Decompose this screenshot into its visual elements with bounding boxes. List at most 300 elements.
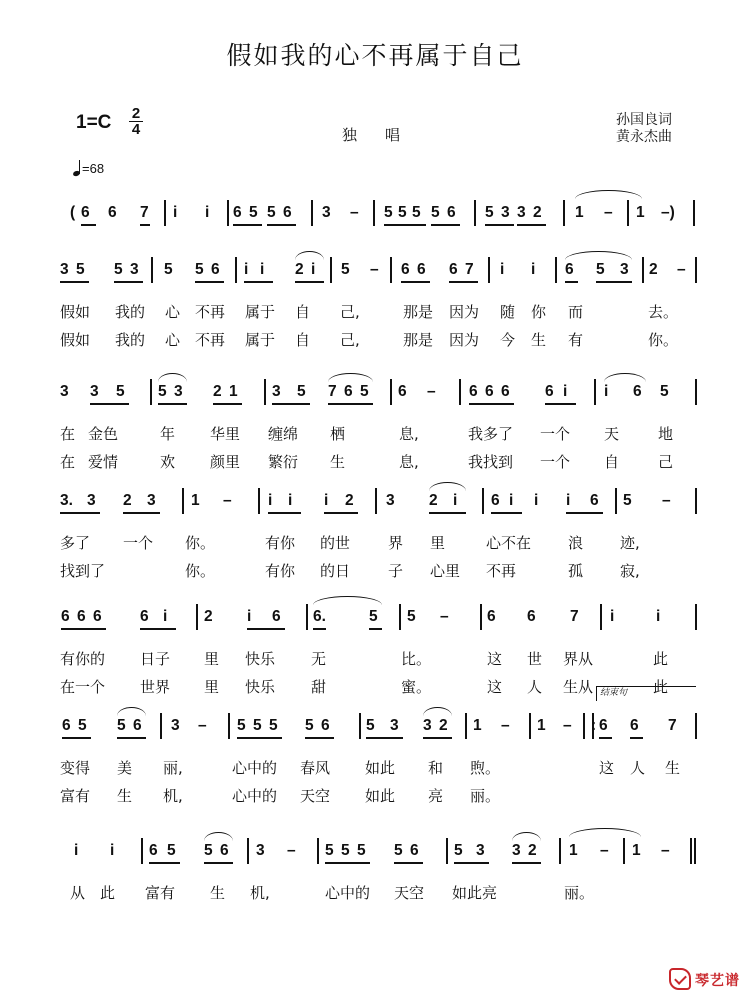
lyric-verse-2: 你。 <box>648 331 679 349</box>
lyric-verse-1: 界 <box>388 534 404 552</box>
lyric-verse-1: 富有 <box>145 884 176 902</box>
beam <box>140 628 176 630</box>
note: 5 <box>325 842 334 859</box>
beam <box>267 224 296 226</box>
lyric-verse-1: 无 <box>311 650 327 668</box>
lyric-verse-1: 不再 <box>195 303 226 321</box>
lyric-verse-1: 华里 <box>210 425 241 443</box>
lyric-verse-1: 从 <box>70 884 86 902</box>
lyric-verse-2: 有 <box>568 331 584 349</box>
barline <box>627 200 629 226</box>
note: 3 <box>272 383 281 400</box>
note: 2 <box>123 492 132 509</box>
note: – <box>600 842 609 859</box>
lyric-verse-1: 迹, <box>620 534 640 552</box>
lyric-verse-2: 甜 <box>311 678 327 696</box>
note: 1 <box>632 842 641 859</box>
note: 1 <box>191 492 200 509</box>
lyric-verse-1: 地 <box>658 425 674 443</box>
lyric-verse-2: 颜里 <box>210 453 241 471</box>
note: 3 <box>147 492 156 509</box>
note: 5 <box>267 204 276 221</box>
beam <box>244 281 273 283</box>
beam <box>149 862 180 864</box>
note: 6 <box>233 204 242 221</box>
lyric-verse-2: 天空 <box>300 787 331 805</box>
barline <box>150 379 152 405</box>
note: i <box>604 383 609 400</box>
note: 3 <box>512 842 521 859</box>
barline <box>141 838 143 864</box>
note: i <box>268 492 273 509</box>
barline <box>695 488 697 514</box>
lyric-verse-2: 爱情 <box>88 453 119 471</box>
beam <box>366 737 403 739</box>
lyric-verse-1: 机, <box>250 884 270 902</box>
beam <box>195 281 224 283</box>
beam <box>123 512 160 514</box>
lyric-verse-1: 的世 <box>320 534 351 552</box>
note: – <box>661 842 670 859</box>
beam <box>431 224 460 226</box>
note: – <box>677 261 686 278</box>
barline <box>317 838 319 864</box>
barline <box>264 379 266 405</box>
note: – <box>287 842 296 859</box>
lyric-verse-1: 里 <box>430 534 446 552</box>
beam <box>599 737 612 739</box>
lyric-verse-2: 我找到 <box>468 453 514 471</box>
lyric-verse-2: 生 <box>117 787 133 805</box>
lyric-verse-1: 假如 <box>60 303 91 321</box>
lyric-verse-1: 在 <box>60 425 76 443</box>
lyric-verse-1: 浪 <box>568 534 584 552</box>
note: 6 <box>599 717 608 734</box>
lyric-verse-2: 富有 <box>60 787 91 805</box>
lyric-verse-1: 日子 <box>140 650 171 668</box>
note: 6 <box>140 608 149 625</box>
beam <box>272 403 310 405</box>
beam <box>295 281 324 283</box>
note: 3 <box>501 204 510 221</box>
barline <box>694 838 696 864</box>
note: 7 <box>570 608 579 625</box>
barline <box>330 257 332 283</box>
beam <box>630 737 643 739</box>
barline <box>196 604 198 630</box>
lyric-verse-1: 丽, <box>163 759 183 777</box>
lyric-verse-2: 因为 <box>449 331 480 349</box>
score-line <box>0 713 750 843</box>
beam <box>324 512 358 514</box>
note: 6 <box>447 204 456 221</box>
lyric-verse-2: 一个 <box>540 453 571 471</box>
note: 6 <box>491 492 500 509</box>
lyric-verse-1: 而 <box>568 303 584 321</box>
note: : <box>591 717 597 734</box>
note: 5 <box>341 842 350 859</box>
note: 5 <box>431 204 440 221</box>
beam <box>369 628 382 630</box>
beam <box>491 512 522 514</box>
note: 5 <box>394 842 403 859</box>
note: – <box>198 717 207 734</box>
note: 2 <box>439 717 448 734</box>
barline <box>227 200 229 226</box>
lyric-verse-1: 界从 <box>563 650 594 668</box>
note: i <box>453 492 458 509</box>
lyric-verse-2: 子 <box>388 562 404 580</box>
lyric-verse-1: 心不在 <box>486 534 532 552</box>
lyric-verse-2: 孤 <box>568 562 584 580</box>
note: 3 <box>423 717 432 734</box>
lyric-verse-2: 快乐 <box>245 678 276 696</box>
barline <box>151 257 153 283</box>
barline <box>459 379 461 405</box>
beam <box>90 403 129 405</box>
note: 2 <box>649 261 658 278</box>
beam <box>449 281 478 283</box>
lyric-verse-1: 快乐 <box>245 650 276 668</box>
beam <box>512 862 541 864</box>
lyric-verse-1: 人 <box>630 759 646 777</box>
lyric-verse-2: 心里 <box>430 562 461 580</box>
lyric-verse-2: 生从 <box>563 678 594 696</box>
note: 3 <box>620 261 629 278</box>
lyric-verse-2: 丽。 <box>470 787 501 805</box>
lyric-verse-1: 栖 <box>330 425 346 443</box>
barline <box>258 488 260 514</box>
note: i <box>656 608 661 625</box>
lyric-verse-2: 不再 <box>486 562 517 580</box>
lyric-verse-2: 息, <box>399 453 419 471</box>
note: 2 <box>204 608 213 625</box>
note: 6 <box>469 383 478 400</box>
lyric-verse-2: 人 <box>527 678 543 696</box>
note: 5 <box>623 492 632 509</box>
barline <box>488 257 490 283</box>
note: 6 <box>108 204 117 221</box>
note: 5 <box>384 204 393 221</box>
note: 3 <box>322 204 331 221</box>
barline <box>306 604 308 630</box>
barline <box>247 838 249 864</box>
barline <box>615 488 617 514</box>
note: 5 <box>158 383 167 400</box>
note: 6 <box>485 383 494 400</box>
note: 5 <box>167 842 176 859</box>
note: 5 <box>366 717 375 734</box>
lyric-verse-1: 因为 <box>449 303 480 321</box>
credits <box>616 112 672 146</box>
lyric-verse-2: 心中的 <box>232 787 278 805</box>
beam <box>401 281 430 283</box>
note: 7 <box>668 717 677 734</box>
watermark <box>669 968 740 990</box>
lyric-verse-1: 天 <box>604 425 620 443</box>
lyric-verse-2: 今 <box>500 331 516 349</box>
note: 6 <box>93 608 102 625</box>
note: – <box>501 717 510 734</box>
note: – <box>370 261 379 278</box>
note: 5 <box>78 717 87 734</box>
lyric-verse-1: 生 <box>665 759 681 777</box>
lyric-verse-2: 欢 <box>160 453 176 471</box>
note: 1 <box>575 204 584 221</box>
lyric-verse-2: 有你 <box>265 562 296 580</box>
lyric-verse-1: 春风 <box>300 759 331 777</box>
lyric-verse-1: 这 <box>599 759 615 777</box>
composer: 黄永杰曲 <box>616 129 672 145</box>
barline <box>474 200 476 226</box>
barline <box>529 713 531 739</box>
beam <box>60 512 100 514</box>
note: 6 <box>62 717 71 734</box>
note: 3 <box>390 717 399 734</box>
time-signature-top: 2 <box>131 105 141 122</box>
note: 5 <box>357 842 366 859</box>
note: 6 <box>527 608 536 625</box>
note: 5 <box>117 717 126 734</box>
time-signature-bottom: 4 <box>131 121 141 138</box>
beam <box>114 281 143 283</box>
lyric-verse-1: 世 <box>527 650 543 668</box>
note: 3 <box>171 717 180 734</box>
note: i <box>509 492 514 509</box>
beam <box>517 224 546 226</box>
key-signature: 1=C <box>76 112 112 133</box>
note: 5 <box>253 717 262 734</box>
lyric-verse-2: 亮 <box>428 787 444 805</box>
ending-label: 结束句 <box>596 686 696 701</box>
barline <box>311 200 313 226</box>
note: 1 <box>473 717 482 734</box>
lyric-verse-2: 自 <box>604 453 620 471</box>
note: 5 <box>164 261 173 278</box>
lyric-verse-2: 假如 <box>60 331 91 349</box>
lyric-verse-2: 那是 <box>403 331 434 349</box>
beam <box>423 737 452 739</box>
lyric-verse-1: 我多了 <box>468 425 514 443</box>
lyric-verse-1: 你。 <box>185 534 216 552</box>
note: 2 <box>345 492 354 509</box>
lyric-verse-1: 心中的 <box>325 884 371 902</box>
beam <box>60 281 89 283</box>
barline <box>555 257 557 283</box>
note: 7 <box>465 261 474 278</box>
lyric-verse-1: 变得 <box>60 759 91 777</box>
note: 6 <box>630 717 639 734</box>
lyric-verse-1: 那是 <box>403 303 434 321</box>
beam <box>268 512 301 514</box>
lyric-verse-2: 世界 <box>140 678 171 696</box>
beam <box>117 737 146 739</box>
barline <box>160 713 162 739</box>
note: 5 <box>360 383 369 400</box>
note: 6 <box>449 261 458 278</box>
lyric-verse-1: 如此亮 <box>452 884 498 902</box>
note: i <box>244 261 249 278</box>
lyric-verse-2: 蜜。 <box>401 678 432 696</box>
note: – <box>604 204 613 221</box>
watermark-text: 琴艺谱 <box>695 973 740 989</box>
lyric-verse-1: 随 <box>500 303 516 321</box>
note: 6 <box>501 383 510 400</box>
lyric-verse-2: 繁衍 <box>268 453 299 471</box>
lyric-verse-2: 属于 <box>245 331 276 349</box>
note: 5 <box>398 204 407 221</box>
lyric-verse-2: 机, <box>163 787 183 805</box>
beam <box>341 862 370 864</box>
beam <box>61 628 106 630</box>
note: 5 <box>407 608 416 625</box>
lyric-verse-1: 煦。 <box>470 759 501 777</box>
note: 5 <box>116 383 125 400</box>
note: 3 <box>476 842 485 859</box>
score-line <box>0 488 750 618</box>
note: 5 <box>341 261 350 278</box>
lyric-verse-2: 在 <box>60 453 76 471</box>
lyric-verse-1: 和 <box>428 759 444 777</box>
beam <box>140 224 150 226</box>
lyric-verse-1: 里 <box>204 650 220 668</box>
note: 3 <box>87 492 96 509</box>
note: i <box>110 842 115 859</box>
beam <box>62 737 91 739</box>
note: 6 <box>133 717 142 734</box>
lyric-verse-2: 己 <box>658 453 674 471</box>
barline <box>695 713 697 739</box>
barline <box>642 257 644 283</box>
lyric-verse-1: 我的 <box>115 303 146 321</box>
tempo-marking <box>73 160 104 176</box>
note: 5 <box>269 717 278 734</box>
note: 6 <box>344 383 353 400</box>
note: 2 <box>429 492 438 509</box>
beam <box>429 512 466 514</box>
note: i <box>610 608 615 625</box>
barline <box>390 257 392 283</box>
note: i <box>534 492 539 509</box>
note: i <box>205 204 210 221</box>
barline <box>228 713 230 739</box>
lyric-verse-1: 有你 <box>265 534 296 552</box>
lyric-verse-1: 一个 <box>540 425 571 443</box>
note: 1 <box>229 383 238 400</box>
note: i <box>260 261 265 278</box>
note: i <box>531 261 536 278</box>
note: 6 <box>565 261 574 278</box>
note: – <box>223 492 232 509</box>
lyric-verse-1: 丽。 <box>564 884 595 902</box>
barline <box>182 488 184 514</box>
note: i <box>311 261 316 278</box>
note: 5 <box>485 204 494 221</box>
note: 3 <box>60 383 69 400</box>
note: 6 <box>211 261 220 278</box>
time-signature <box>129 107 143 136</box>
lyric-verse-1: 你 <box>531 303 547 321</box>
lyric-verse-1: 如此 <box>365 759 396 777</box>
beam <box>566 512 603 514</box>
note: i <box>324 492 329 509</box>
barline <box>359 713 361 739</box>
note: i <box>563 383 568 400</box>
beam <box>454 862 489 864</box>
lyric-verse-1: 此 <box>100 884 116 902</box>
barline <box>482 488 484 514</box>
beam <box>545 403 576 405</box>
lyric-verse-1: 一个 <box>123 534 154 552</box>
lyric-verse-2: 的日 <box>320 562 351 580</box>
note: 5 <box>114 261 123 278</box>
barline <box>465 713 467 739</box>
performance-type: 独唱 <box>342 126 429 144</box>
note: 6 <box>487 608 496 625</box>
note: 6 <box>417 261 426 278</box>
note: 3 <box>256 842 265 859</box>
tie-slur <box>575 190 642 199</box>
lyricist: 孙国良词 <box>616 112 672 128</box>
barline <box>695 379 697 405</box>
lyric-verse-1: 金色 <box>88 425 119 443</box>
beam <box>213 403 242 405</box>
barline <box>390 379 392 405</box>
note: 6 <box>272 608 281 625</box>
barline <box>164 200 166 226</box>
note: i <box>566 492 571 509</box>
barline <box>563 200 565 226</box>
lyric-verse-1: 这 <box>487 650 503 668</box>
note: 3 <box>130 261 139 278</box>
barline <box>583 713 585 739</box>
lyric-verse-1: 属于 <box>245 303 276 321</box>
beam <box>596 281 632 283</box>
barline <box>235 257 237 283</box>
note: 2 <box>533 204 542 221</box>
note: 6 <box>220 842 229 859</box>
note: 6 <box>401 261 410 278</box>
note: 5 <box>237 717 246 734</box>
note: 6 <box>61 608 70 625</box>
lyric-verse-1: 天空 <box>394 884 425 902</box>
note: 6 <box>321 717 330 734</box>
note: 7 <box>328 383 337 400</box>
note: i <box>500 261 505 278</box>
note: i <box>74 842 79 859</box>
note: 5 <box>305 717 314 734</box>
beam <box>485 224 514 226</box>
lyric-verse-2: 生 <box>531 331 547 349</box>
note: 3 <box>60 261 69 278</box>
note: 6 <box>77 608 86 625</box>
lyric-verse-1: 心中的 <box>232 759 278 777</box>
barline <box>373 200 375 226</box>
score-line <box>0 257 750 387</box>
note: i <box>173 204 178 221</box>
barline <box>594 379 596 405</box>
barline <box>690 838 692 864</box>
beam <box>158 403 187 405</box>
note: 1 <box>636 204 645 221</box>
lyric-verse-1: 心 <box>165 303 181 321</box>
note: 6 <box>149 842 158 859</box>
beam <box>81 224 96 226</box>
note: 3 <box>517 204 526 221</box>
lyric-verse-2: 如此 <box>365 787 396 805</box>
note: i <box>163 608 168 625</box>
note: i <box>288 492 293 509</box>
